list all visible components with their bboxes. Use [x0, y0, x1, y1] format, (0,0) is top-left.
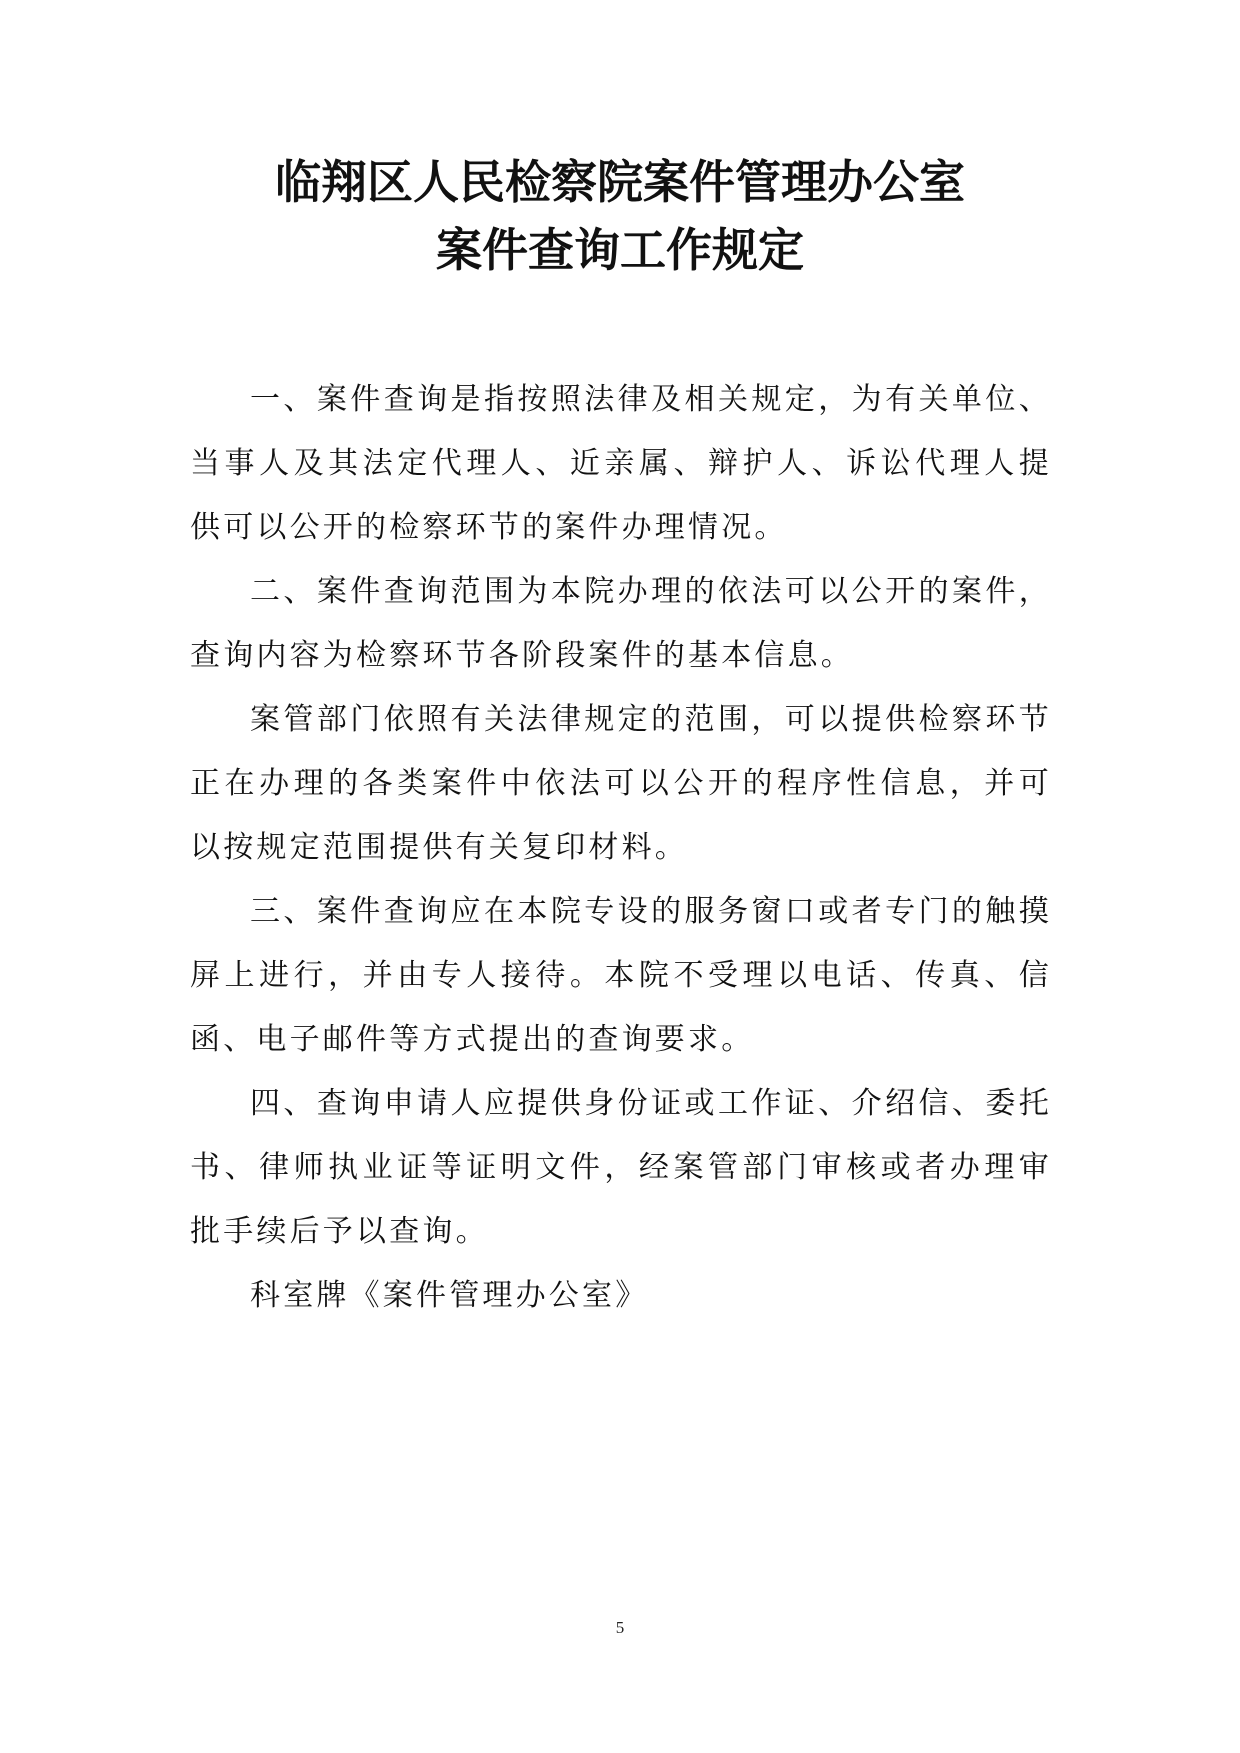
paragraph-5: 四、查询申请人应提供身份证或工作证、介绍信、委托书、律师执业证等证明文件，经案管部门审核或者办理审批手续后予以查询。	[190, 1086, 1052, 1249]
document-body	[190, 368, 1052, 1328]
paragraph-1: 一、案件查询是指按照法律及相关规定，为有关单位、当事人及其法定代理人、近亲属、辩护人、诉讼代理人提供可以公开的检察环节的案件办理情况。	[190, 382, 1052, 545]
paragraph-2: 二、案件查询范围为本院办理的依法可以公开的案件，查询内容为检察环节各阶段案件的基本信息。	[190, 574, 1052, 673]
title-line-2: 案件查询工作规定	[436, 223, 804, 277]
title-line-1: 临翔区人民检察院案件管理办公室	[275, 155, 965, 209]
paragraph-6: 科室牌《案件管理办公室》	[250, 1278, 649, 1313]
paragraph-4: 三、案件查询应在本院专设的服务窗口或者专门的触摸屏上进行，并由专人接待。本院不受理以电话、传真、信函、电子邮件等方式提出的查询要求。	[190, 894, 1052, 1057]
document-title	[0, 148, 1240, 284]
page-number: 5	[615, 1618, 625, 1637]
paragraph-3: 案管部门依照有关法律规定的范围，可以提供检察环节正在办理的各类案件中依法可以公开的程序性信息，并可以按规定范围提供有关复印材料。	[190, 702, 1052, 865]
